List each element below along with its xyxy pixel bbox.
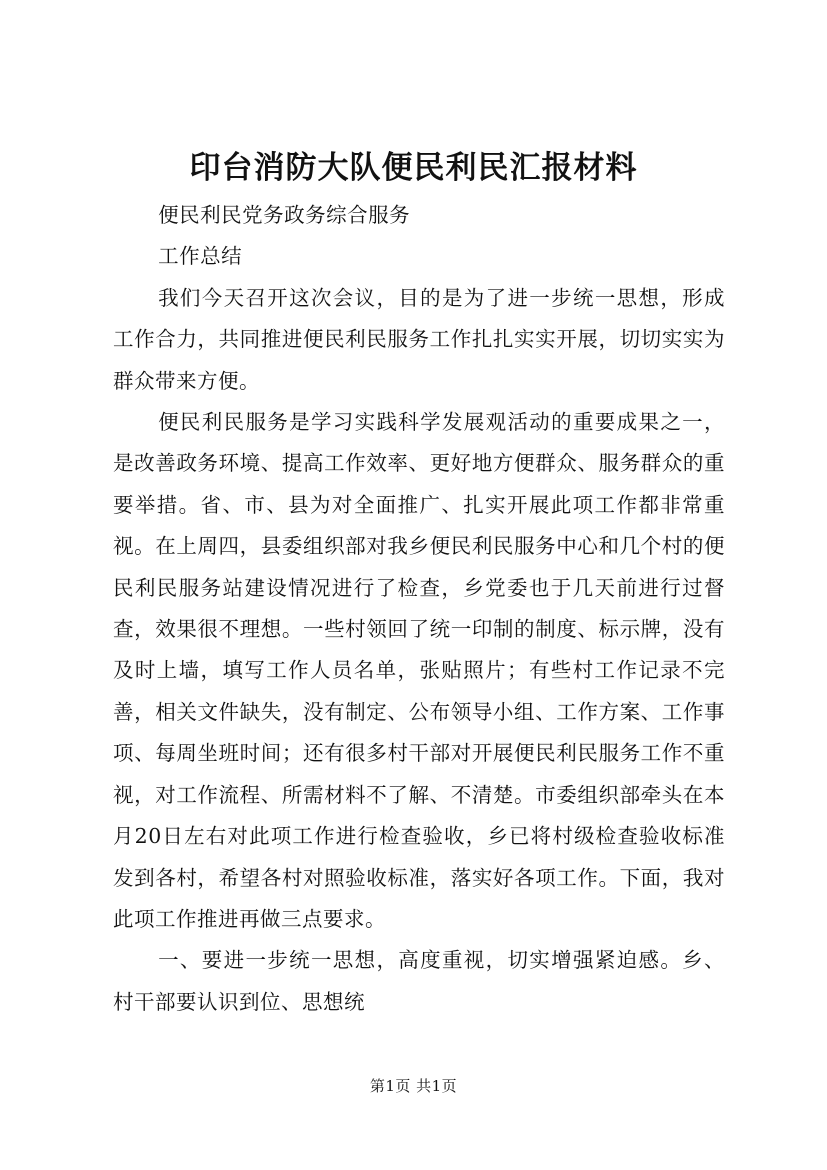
body-paragraph-2: 便民利民服务是学习实践科学发展观活动的重要成果之一，是改善政务环境、提高工作效率、更好地方便群众、服务群众的重要举措。省、市、县为对全面推广、扎实开展此项工作都非常重视。在上周四，县委组织部对我乡便民利民服务中心和几个村的便民利民服务站建设情况进行了检查，乡党委也于几天前进行过督查，效果很不理想。一些村领回了统一印制的制度、标示牌，没有及时上墙，填写工作人员名单，张贴照片；有些村工作记录不完善，相关文件缺失，没有制定、公布领导小组、工作方案、工作事项、每周坐班时间；还有很多村干部对开展便民利民服务工作不重视，对工作流程、所需材料不了解、不清楚。市委组织部牵头在本月20日左右对此项工作进行检查验收，乡已将村级检查验收标准发到各村，希望各村对照验收标准，落实好各项工作。下面，我对此项工作推进再做三点要求。 bbox=[113, 410, 725, 931]
subtitle-line-1: 便民利民党务政务综合服务 bbox=[158, 203, 411, 227]
body-paragraph-1: 我们今天召开这次会议，目的是为了进一步统一思想，形成工作合力，共同推进便民利民服务工作扎扎实实开展，切切实实为群众带来方便。 bbox=[113, 285, 725, 393]
page-footer: 第1页 共1页 bbox=[369, 1077, 458, 1095]
document-body bbox=[113, 195, 725, 1023]
body-paragraph-3: 一、要进一步统一思想，高度重视，切实增强紧迫感。乡、村干部要认识到位、思想统 bbox=[113, 948, 725, 1014]
document-title: 印台消防大队便民利民汇报材料 bbox=[189, 150, 638, 186]
subtitle-line-2: 工作总结 bbox=[158, 244, 243, 269]
